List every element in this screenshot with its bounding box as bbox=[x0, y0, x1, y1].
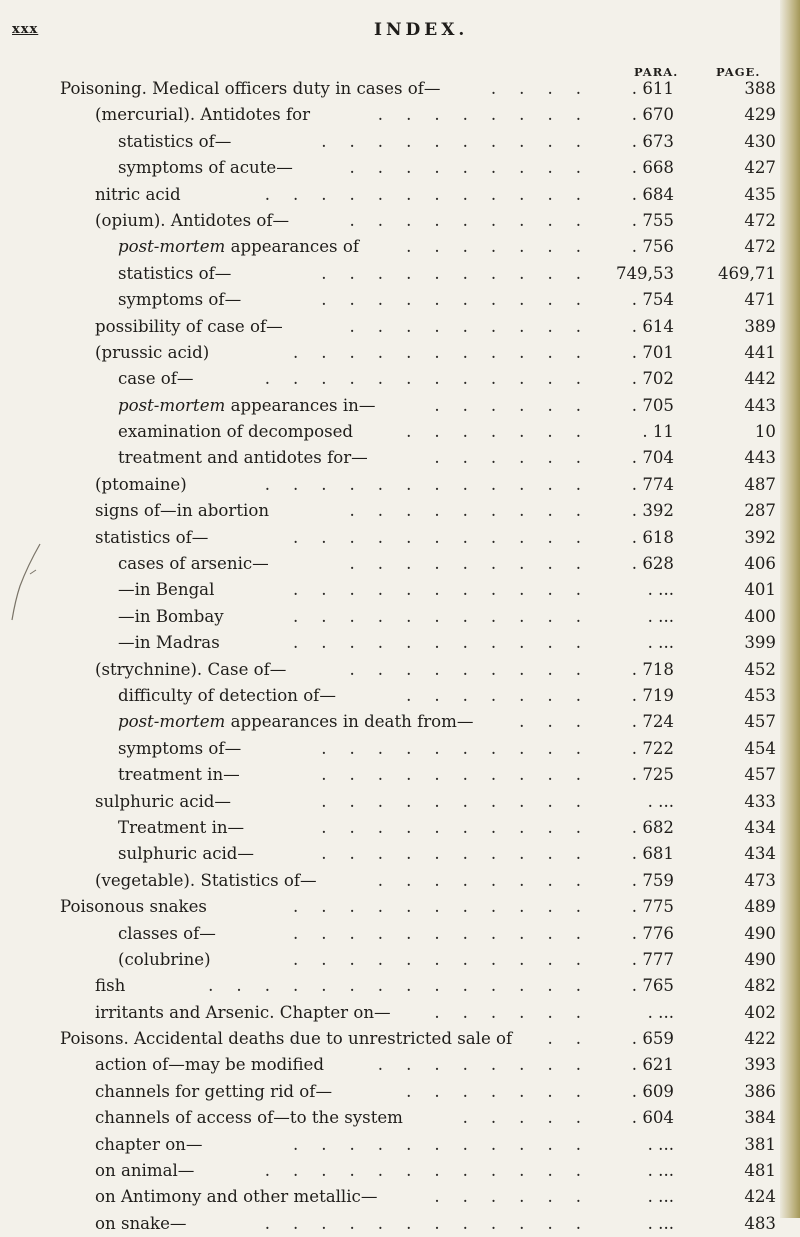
entry-label: irritants and Arsenic. Chapter on— bbox=[95, 1002, 391, 1022]
para-number: . 11 bbox=[642, 422, 674, 442]
dot-leader: ........... bbox=[292, 633, 604, 653]
para-number: . ... bbox=[647, 633, 674, 653]
entry-label: symptoms of acute— bbox=[118, 158, 293, 178]
para-number: . 618 bbox=[631, 527, 674, 547]
entry-label: nitric acid bbox=[95, 184, 181, 204]
index-entry bbox=[0, 815, 800, 841]
entry-label: symptoms of— bbox=[118, 290, 242, 310]
page-ref: 473 bbox=[744, 870, 776, 890]
index-entry bbox=[0, 894, 800, 920]
para-number: . 604 bbox=[631, 1108, 674, 1128]
dot-leader: .. bbox=[547, 1029, 604, 1049]
para-number: . 759 bbox=[631, 870, 674, 890]
index-entry bbox=[0, 1184, 800, 1210]
entry-label bbox=[118, 393, 375, 419]
dot-leader: ............ bbox=[264, 1213, 604, 1233]
entry-label: symptoms of— bbox=[118, 738, 242, 758]
dot-leader: ............ bbox=[264, 184, 604, 204]
index-entry bbox=[0, 736, 800, 762]
dot-leader: .......... bbox=[321, 817, 604, 837]
para-number: . 668 bbox=[631, 158, 674, 178]
page-ref: 384 bbox=[744, 1108, 776, 1128]
index-entry bbox=[0, 683, 800, 709]
page-column-heading: PAGE. bbox=[716, 65, 761, 79]
dot-leader: ....... bbox=[406, 422, 604, 442]
dot-leader: ......... bbox=[349, 659, 604, 679]
para-number: . 774 bbox=[631, 474, 674, 494]
para-number: . 682 bbox=[631, 817, 674, 837]
dot-leader: .......... bbox=[321, 791, 604, 811]
page-ref: 392 bbox=[744, 527, 776, 547]
dot-leader: ......... bbox=[349, 158, 604, 178]
entry-label-rest: appearances in death from— bbox=[225, 712, 474, 732]
para-number: . 775 bbox=[631, 897, 674, 917]
index-entry bbox=[0, 208, 800, 234]
page-ref: 443 bbox=[744, 395, 776, 415]
index-entry bbox=[0, 947, 800, 973]
entry-label: case of— bbox=[118, 369, 194, 389]
entry-label-rest: appearances in— bbox=[225, 395, 376, 415]
entry-label: on snake— bbox=[95, 1213, 187, 1233]
page-title: INDEX. bbox=[374, 20, 469, 40]
dot-leader: ........... bbox=[292, 606, 604, 626]
entry-label-italic: post-mortem bbox=[118, 712, 226, 732]
dot-leader: .......... bbox=[321, 738, 604, 758]
dot-leader: ......... bbox=[349, 501, 604, 521]
page-ref: 424 bbox=[744, 1187, 776, 1207]
index-entry bbox=[0, 551, 800, 577]
dot-leader: ... bbox=[519, 712, 604, 732]
entry-label: difficulty of detection of— bbox=[118, 685, 336, 705]
dot-leader: ......... bbox=[349, 316, 604, 336]
dot-leader: .... bbox=[490, 79, 604, 98]
dot-leader: ......... bbox=[349, 554, 604, 574]
para-number: . 704 bbox=[631, 448, 674, 468]
para-number: . 718 bbox=[631, 659, 674, 679]
entry-label: cases of arsenic— bbox=[118, 554, 269, 574]
para-number: . 725 bbox=[631, 765, 674, 785]
dot-leader: ...... bbox=[434, 1002, 604, 1022]
page-ref: 400 bbox=[744, 606, 776, 626]
dot-leader: ....... bbox=[406, 685, 604, 705]
page-ref: 434 bbox=[744, 844, 776, 864]
entry-label-italic: post-mortem bbox=[118, 395, 226, 415]
index-entry bbox=[0, 76, 800, 102]
index-entry bbox=[0, 921, 800, 947]
dot-leader: ........ bbox=[377, 1055, 604, 1075]
entry-label: —in Bombay bbox=[118, 606, 224, 626]
para-number: . 702 bbox=[631, 369, 674, 389]
dot-leader: .......... bbox=[321, 290, 604, 310]
page-ref: 472 bbox=[744, 210, 776, 230]
dot-leader: ........... bbox=[292, 1134, 604, 1154]
page-ref: 457 bbox=[744, 765, 776, 785]
page-ref: 399 bbox=[744, 633, 776, 653]
page-ref: 10 bbox=[754, 422, 776, 442]
index-entry bbox=[0, 868, 800, 894]
dot-leader: ...... bbox=[434, 1187, 604, 1207]
index-entry bbox=[0, 234, 800, 260]
entry-label: sulphuric acid— bbox=[118, 844, 255, 864]
index-entry bbox=[0, 182, 800, 208]
para-number: . ... bbox=[647, 1134, 674, 1154]
page-ref: 487 bbox=[744, 474, 776, 494]
page-ref: 457 bbox=[744, 712, 776, 732]
index-entry bbox=[0, 419, 800, 445]
para-number: . 754 bbox=[631, 290, 674, 310]
index-entry bbox=[0, 1211, 800, 1237]
entry-label-italic: post-mortem bbox=[118, 237, 226, 257]
page-ref: 452 bbox=[744, 659, 776, 679]
dot-leader: ........ bbox=[377, 105, 604, 125]
entry-label: treatment and antidotes for— bbox=[118, 448, 368, 468]
entry-label: Poisons. Accidental deaths due to unrestricted sale of bbox=[60, 1029, 513, 1049]
entry-label: on animal— bbox=[95, 1161, 195, 1181]
page-ref: 442 bbox=[744, 369, 776, 389]
page-ref: 402 bbox=[744, 1002, 776, 1022]
para-number: . 701 bbox=[631, 342, 674, 362]
page-number: xxx bbox=[12, 22, 39, 37]
page-ref: 435 bbox=[744, 184, 776, 204]
entry-label: (ptomaine) bbox=[95, 474, 187, 494]
entry-label: possibility of case of— bbox=[95, 316, 283, 336]
para-number: . 614 bbox=[631, 316, 674, 336]
entry-label: —in Bengal bbox=[118, 580, 215, 600]
index-entry bbox=[0, 1026, 800, 1052]
dot-leader: ......... bbox=[349, 210, 604, 230]
index-entry bbox=[0, 709, 800, 735]
dot-leader: ............ bbox=[264, 369, 604, 389]
index-entry bbox=[0, 1079, 800, 1105]
entry-label: classes of— bbox=[118, 923, 216, 943]
entry-label-rest: appearances of bbox=[225, 237, 359, 257]
page-ref: 427 bbox=[744, 158, 776, 178]
para-number: . ... bbox=[647, 606, 674, 626]
para-number: . ... bbox=[647, 1161, 674, 1181]
index-entry bbox=[0, 393, 800, 419]
para-number: . 724 bbox=[631, 712, 674, 732]
entry-label: statistics of— bbox=[95, 527, 209, 547]
para-number: . 719 bbox=[631, 685, 674, 705]
para-number: . ... bbox=[647, 1213, 674, 1233]
dot-leader: ........... bbox=[292, 949, 604, 969]
para-number: . 756 bbox=[631, 237, 674, 257]
page-ref: 472 bbox=[744, 237, 776, 257]
dot-leader: .......... bbox=[321, 765, 604, 785]
index-entry bbox=[0, 472, 800, 498]
para-number: . 628 bbox=[631, 554, 674, 574]
entry-label: statistics of— bbox=[118, 131, 232, 151]
para-number: . 673 bbox=[631, 131, 674, 151]
para-number: . 776 bbox=[631, 923, 674, 943]
index-entry bbox=[0, 129, 800, 155]
dot-leader: ........... bbox=[292, 342, 604, 362]
index-entry bbox=[0, 102, 800, 128]
dot-leader: .......... bbox=[321, 263, 604, 283]
index-entry bbox=[0, 498, 800, 524]
para-number: . 755 bbox=[631, 210, 674, 230]
dot-leader: .......... bbox=[321, 844, 604, 864]
entry-label: (opium). Antidotes of— bbox=[95, 210, 290, 230]
page-ref: 453 bbox=[744, 685, 776, 705]
index-entry bbox=[0, 1052, 800, 1078]
index-entry bbox=[0, 445, 800, 471]
dot-leader: ........... bbox=[292, 527, 604, 547]
para-number: . ... bbox=[647, 580, 674, 600]
para-number: . 765 bbox=[631, 976, 674, 996]
entry-label: action of—may be modified bbox=[95, 1055, 324, 1075]
index-entry bbox=[0, 314, 800, 340]
entry-label: examination of decomposed bbox=[118, 422, 354, 442]
para-number: . 621 bbox=[631, 1055, 674, 1075]
para-number: . 609 bbox=[631, 1081, 674, 1101]
index-entry bbox=[0, 1158, 800, 1184]
page-ref: 401 bbox=[744, 580, 776, 600]
dot-leader: ............ bbox=[264, 1161, 604, 1181]
para-number: . 611 bbox=[631, 79, 674, 98]
entry-label: chapter on— bbox=[95, 1134, 203, 1154]
entry-label: treatment in— bbox=[118, 765, 240, 785]
dot-leader: ....... bbox=[406, 237, 604, 257]
index-entry bbox=[0, 366, 800, 392]
index-entry bbox=[0, 762, 800, 788]
page-ref: 422 bbox=[744, 1029, 776, 1049]
para-number: . 681 bbox=[631, 844, 674, 864]
entry-label: (mercurial). Antidotes for bbox=[95, 105, 311, 125]
entry-label bbox=[118, 234, 359, 260]
para-column-heading: PARA. bbox=[634, 65, 679, 79]
entry-label: fish bbox=[95, 976, 126, 996]
para-number: . ... bbox=[647, 1002, 674, 1022]
page-ref: 406 bbox=[744, 554, 776, 574]
index-entry bbox=[0, 1132, 800, 1158]
page-ref: 441 bbox=[744, 342, 776, 362]
dot-leader: ..... bbox=[462, 1108, 604, 1128]
index-entry bbox=[0, 604, 800, 630]
page-ref: 389 bbox=[744, 316, 776, 336]
dot-leader: ........... bbox=[292, 897, 604, 917]
entry-label: (prussic acid) bbox=[95, 342, 210, 362]
page-ref: 490 bbox=[744, 923, 776, 943]
entry-label: statistics of— bbox=[118, 263, 232, 283]
dot-leader: .............. bbox=[208, 976, 604, 996]
index-entry bbox=[0, 340, 800, 366]
page-ref: 481 bbox=[744, 1161, 776, 1181]
page-ref: 483 bbox=[744, 1213, 776, 1233]
page-ref: 454 bbox=[744, 738, 776, 758]
entry-label: channels of access of—to the system bbox=[95, 1108, 403, 1128]
running-head bbox=[0, 22, 800, 42]
para-number: . ... bbox=[647, 1187, 674, 1207]
index-entry bbox=[0, 841, 800, 867]
para-number: . 392 bbox=[631, 501, 674, 521]
index-entry bbox=[0, 287, 800, 313]
page-ref: 393 bbox=[744, 1055, 776, 1075]
para-number: . ... bbox=[647, 791, 674, 811]
index-entry bbox=[0, 789, 800, 815]
entry-label: Treatment in— bbox=[118, 817, 245, 837]
index-entry bbox=[0, 525, 800, 551]
para-number: . 777 bbox=[631, 949, 674, 969]
dot-leader: ............ bbox=[264, 474, 604, 494]
page-ref: 469,71 bbox=[717, 263, 776, 283]
page-ref: 489 bbox=[744, 897, 776, 917]
index-entries bbox=[0, 76, 800, 1237]
para-number: . 722 bbox=[631, 738, 674, 758]
index-entry bbox=[0, 155, 800, 181]
entry-label: channels for getting rid of— bbox=[95, 1081, 333, 1101]
para-number: . 705 bbox=[631, 395, 674, 415]
page-ref: 430 bbox=[744, 131, 776, 151]
para-number: . 684 bbox=[631, 184, 674, 204]
entry-label: signs of—in abortion bbox=[95, 501, 270, 521]
page-ref: 443 bbox=[744, 448, 776, 468]
page-ref: 471 bbox=[744, 290, 776, 310]
para-number: 749,53 bbox=[615, 263, 674, 283]
entry-label: (strychnine). Case of— bbox=[95, 659, 287, 679]
index-entry bbox=[0, 1105, 800, 1131]
entry-label: Poisonous snakes bbox=[60, 897, 207, 917]
dot-leader: ........... bbox=[292, 923, 604, 943]
page-ref: 434 bbox=[744, 817, 776, 837]
index-entry bbox=[0, 261, 800, 287]
page-ref: 386 bbox=[744, 1081, 776, 1101]
index-entry bbox=[0, 657, 800, 683]
index-entry bbox=[0, 973, 800, 999]
index-entry bbox=[0, 577, 800, 603]
para-number: . 670 bbox=[631, 105, 674, 125]
entry-label: on Antimony and other metallic— bbox=[95, 1187, 378, 1207]
dot-leader: ........... bbox=[292, 580, 604, 600]
page-ref: 429 bbox=[744, 105, 776, 125]
dot-leader: .......... bbox=[321, 131, 604, 151]
entry-label: —in Madras bbox=[118, 633, 220, 653]
dot-leader: ...... bbox=[434, 395, 604, 415]
entry-label bbox=[118, 709, 473, 735]
page-ref: 381 bbox=[744, 1134, 776, 1154]
page-ref: 388 bbox=[744, 79, 776, 98]
page-ref: 482 bbox=[744, 976, 776, 996]
pencil-mark-icon bbox=[0, 540, 45, 625]
page-ref: 287 bbox=[744, 501, 776, 521]
entry-label: (colubrine) bbox=[118, 949, 211, 969]
index-entry bbox=[0, 630, 800, 656]
entry-label: (vegetable). Statistics of— bbox=[95, 870, 317, 890]
dot-leader: ...... bbox=[434, 448, 604, 468]
page-ref: 433 bbox=[744, 791, 776, 811]
entry-label: Poisoning. Medical officers duty in cases of— bbox=[60, 79, 441, 98]
entry-label: sulphuric acid— bbox=[95, 791, 232, 811]
dot-leader: ........ bbox=[377, 870, 604, 890]
page-ref: 490 bbox=[744, 949, 776, 969]
para-number: . 659 bbox=[631, 1029, 674, 1049]
index-entry bbox=[0, 1000, 800, 1026]
dot-leader: ....... bbox=[406, 1081, 604, 1101]
